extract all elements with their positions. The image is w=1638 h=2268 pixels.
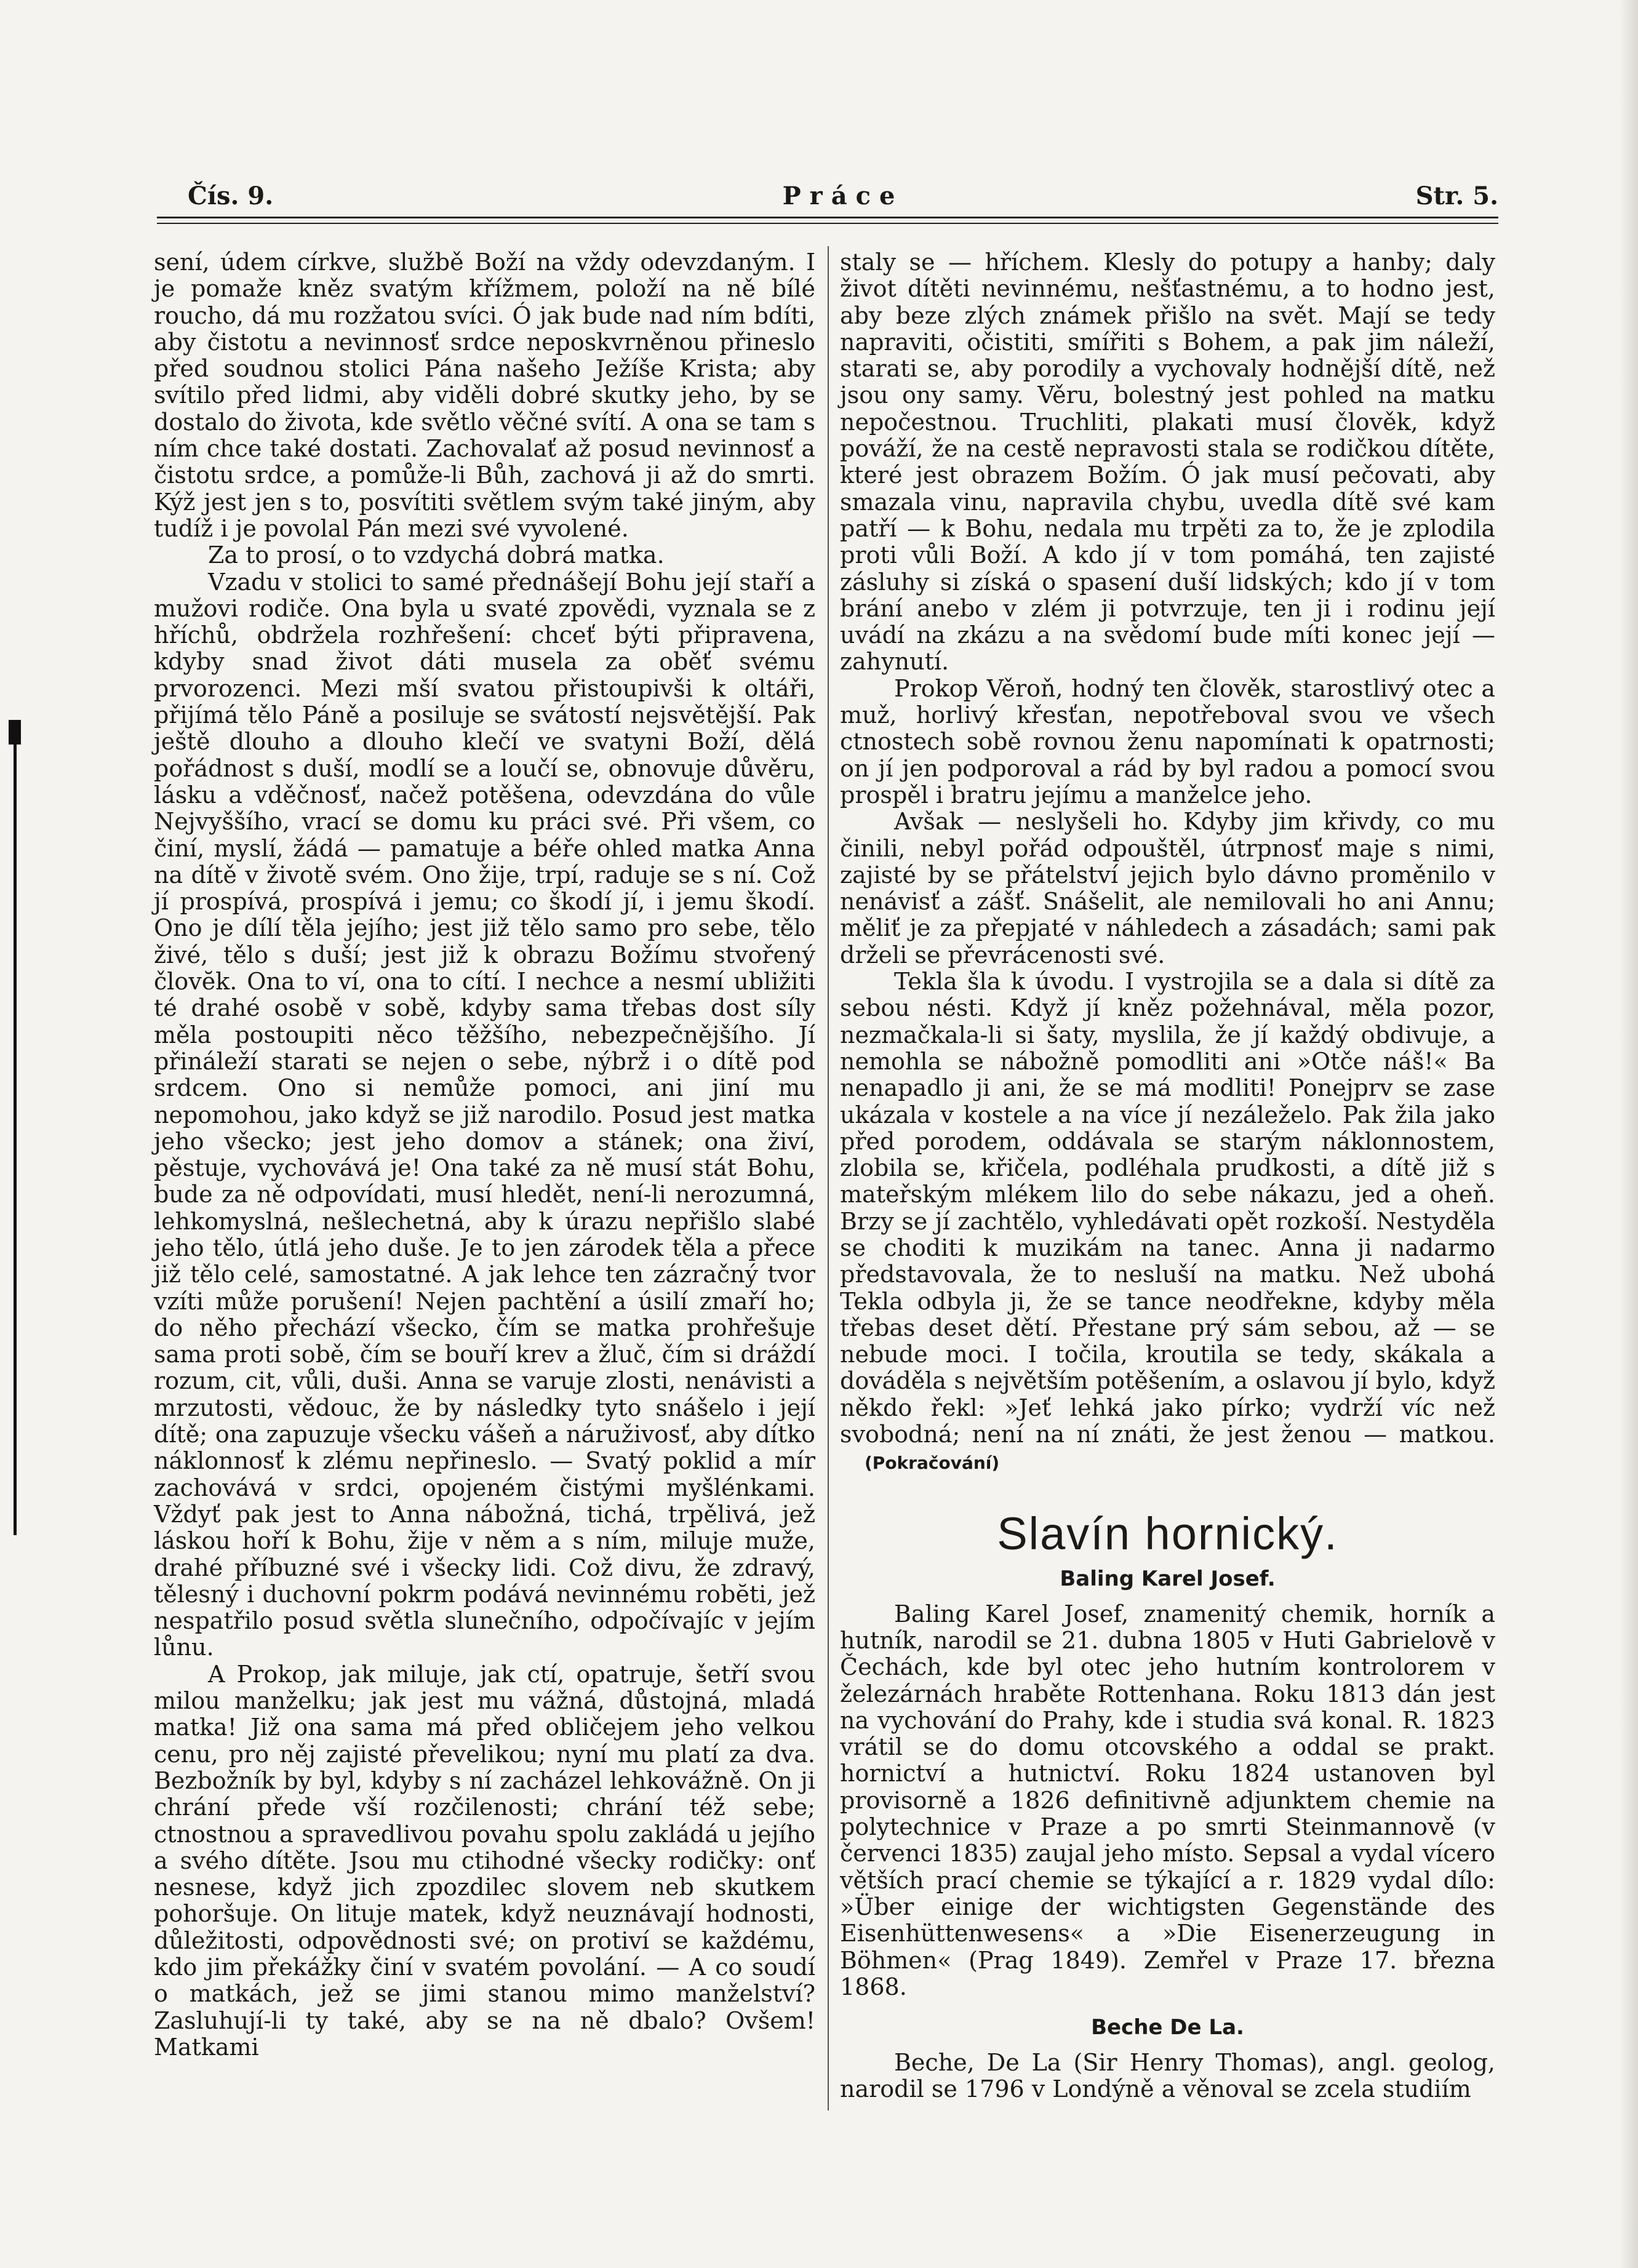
section-title: Slavín hornický. [997, 1507, 1338, 1559]
paragraph-text: Tekla šla k úvodu. I vystrojila se a dala si dítě za sebou nésti. Když jí kněz požehnával, měla pozor, nezmačkala-li si šaty, myslila, že jí každý obdivuje, a nemohla se nábožně pomodliti ani »Otče náš!« Ba nenapadlo ji ani, že se má modliti! Ponejprv se zase ukázala v kostele a na více jí nezáleželo. Pak žila jako před porodem, oddávala se starým náklonnostem, zlobila se, křičela, podléhala prudkosti, a dítě již s mateřským mlékem lilo do sebe nákazu, jed a oheň. Brzy se jí zachtělo, vyhledávati opět rozkoší. Nestyděla se choditi k muzikám na tanec. Anna ji nadarmo představovala, že to nesluší na matku. Než ubohá Tekla odbyla ji, že se tance neodřekne, kdyby měla třebas deset dětí. Přestane prý sám sebou, až — se nebude moci. I točila, kroutila se tedy, skákala a dováděla s největším potěšením, a oslavou jí bylo, když někdo řekl: »Jeť lehká jako pírko; vydrží víc než svobodná; není na ní znáti, že jest ženou — matkou. [840, 968, 1495, 1448]
entry-heading: Beche De La. [1091, 2015, 1244, 2040]
newspaper-title: Práce [782, 182, 904, 210]
paragraph: Prokop Věroň, hodný ten člověk, starostlivý otec a muž, horlivý křesťan, nepotřeboval svou ve všech ctnostech sobě rovnou ženu napomínati k opatrnosti; on jí jen podporoval a rád by byl radou a pomocí svou prospěl i bratru jejímu a manželce jeho. [840, 674, 1495, 809]
header-rule-bottom [157, 223, 1498, 224]
margin-bracket-mark [14, 723, 17, 1535]
paragraph [840, 968, 1495, 1477]
entry-text: Beche, De La (Sir Henry Thomas), angl. geolog, narodil se 1796 v Londýně a věnoval se zcela studiím [840, 2049, 1495, 2103]
paragraph: staly se — hříchem. Klesly do potupy a hanby; daly život dítěti nevinnému, nešťastnému, a to hodno jest, aby beze zlých známek přišlo na svět. Mají se tedy napraviti, očistiti, smířiti s Bohem, a pak jim náleží, starati se, aby porodily a vychovaly hodnější dítě, než jsou ony samy. Věru, bolestný jest pohled na matku nepočestnou. Truchliti, plakati musí člověk, když pováží, že na cestě nepravosti stala se rodičkou dítěte, které jest obrazem Božím. Ó jak musí pečovati, aby smazala vinu, napravila chybu, uvedla dítě své kam patří — k Bohu, nedala mu trpěti za to, že je zplodila proti vůli Boží. A kdo jí v tom pomáhá, ten zajisté zásluhy si získá o spasení duší lidských; kdo jí v tom brání anebo v zlém ji potvrzuje, ten ji i rodinu její uvádí na zkázu a na svědomí bude míti konec její — zahynutí. [840, 249, 1495, 676]
left-column [154, 249, 815, 2061]
column-divider [828, 246, 829, 2110]
continued-note: (Pokračování) [865, 1453, 1000, 1474]
paragraph: Avšak — neslyšeli ho. Kdyby jim křivdy, co mu činili, nebyl pořád odpouštěl, útrpnosť maje s nimi, zajisté by se přátelství jejich bylo dávno proměnilo v nenávisť a zášť. Snášelit, ale nemilovali ho ani Annu; měliť je za přepjaté v náhledech a zásadách; sami pak drželi se převrácenosti své. [840, 808, 1495, 968]
issue-number: Čís. 9. [188, 182, 274, 210]
page-edge-shadow [1620, 0, 1638, 2268]
page-header [188, 182, 1498, 218]
right-column [840, 249, 1495, 2103]
entry-heading: Baling Karel Josef. [1060, 1566, 1276, 1591]
paragraph: sení, údem církve, službě Boží na vždy odevzdaným. I je pomaže kněz svatým křížmem, položí na ně bílé roucho, dá mu rozžatou svíci. Ó jak bude nad ním bdíti, aby čistotu a nevinnosť srdce neposkvrněnou přineslo před soudnou stolici Pána našeho Ježíše Krista; aby svítilo před lidmi, aby viděli dobré skutky jeho, by se dostalo do života, kde světlo věčné svítí. A ona se tam s ním chce také dostati. Zachovalať až posud nevinnosť a čistotu srdce, a pomůže-li Bůh, zachová ji až do smrti. Kýž jest jen s to, posvítiti světlem svým také jiným, aby tudíž i je povolal Pán mezi své vyvolené. [154, 249, 815, 542]
paragraph: A Prokop, jak miluje, jak ctí, opatruje, šetří svou milou manželku; jak jest mu vážná, důstojná, mladá matka! Již ona sama má před obličejem jeho velkou cenu, pro něj zajisté převelikou; nyní mu platí za dva. Bezbožník by byl, kdyby s ní zacházel lehkovážně. On ji chrání přede vší rozčilenosti; chrání též sebe; ctnostnou a spravedlivou povahu spolu zakládá u jejího a svého dítěte. Jsou mu ctihodné všecky rodičky: onť nesnese, když jich zpozdilec slovem neb skutkem pohoršuje. On lituje matek, když neuznávají hodnosti, důležitosti, odpovědnosti své; on protiví se každému, kdo jim překážky činí v svatém povolání. — A co soudí o matkách, jež se jimi stanou mimo manželství? Zasluhují-li ty také, aby se na ně dbalo? Ovšem! Matkami [154, 1660, 815, 2061]
header-rule-top [157, 217, 1498, 218]
page-number: Str. 5. [1415, 182, 1498, 210]
margin-tick-mark [9, 720, 21, 745]
paragraph: Vzadu v stolici to samé přednášejí Bohu její staří a mužovi rodiče. Ona byla u svaté zpovědi, vyznala se z hříchů, obdržela rozhřešení: chceť býti připravena, kdyby snad život dáti musela za oběť svému prvorozenci. Mezi mší svatou přistoupivši k oltáři, přijímá tělo Páně a posiluje se svátostí nejsvětější. Pak ještě dlouho a dlouho klečí ve svatyni Boží, dělá pořádnost s duší, modlí se a loučí se, obnovuje důvěru, lásku a vděčnosť, načež potěšena, odevzdána do vůle Nejvyššího, vrací se domu ku práci své. Při všem, co činí, myslí, žádá — pamatuje a béře ohled matka Anna na dítě v životě svém. Ono žije, trpí, raduje se s ní. Což jí prospívá, prospívá i jemu; co škodí jí, i jemu škodí. Ono je dílí těla jejího; jest již tělo samo pro sebe, tělo živé, tělo s duší; jest již k obrazu Božímu stvořený človĕk. Ona to ví, ona to cítí. I nechce a nesmí ubližiti té drahé osobě v sobě, kdyby sama třebas dost síly měla postoupiti něco těžšího, nebezpečnějšího. Jí přináleží starati se nejen o sebe, nýbrž i o dítě pod srdcem. Ono si nemůže pomoci, ani jiní mu nepomohou, jako když se již narodilo. Posud jest matka jeho všecko; jest jeho domov a stánek; ona živí, pěstuje, vychovává je! Ona také za ně musí stát Bohu, bude za ně odpovídati, musí hledět, není-li nerozumná, lehkomyslná, nešlechetná, aby k úrazu nepřišlo slabé jeho tělo, útlá jeho duše. Je to jen zárodek těla a přece již tělo celé, samostatné. A jak lehce ten zázračný tvor vzíti může porušení! Nejen pachtění a úsilí zmaří ho; do něho přechází všecko, čím se matka prohřešuje sama proti sobě, čím se bouří krev a žluč, čím si dráždí rozum, cit, vůli, duši. Anna se varuje zlosti, nenávisti a mrzutosti, vědouc, že by následky tyto snášelo i její dítě; ona zapuzuje všecku vášeň a náruživosť, aby dítko náklonnosť k zlému nepřineslo. — Svatý poklid a mír zachovává v srdci, opojeném čistými myšlénkami. Vždyť pak jest to Anna nábožná, tichá, trpělivá, jež láskou hoří k Bohu, žije v něm a s ním, miluje muže, drahé příbuzné své i všecky lidi. Což divu, že zdravý, tělesný i duchovní pokrm podává nevinnému robĕti, jež nespatřilo posud světla slunečního, odpočívajíc v jejím lůnu. [154, 568, 815, 1661]
entry-text: Baling Karel Josef, znamenitý chemik, horník a hutník, narodil se 21. dubna 1805 v Huti Gabrielově v Čechách, kde byl otec jeho hutním kontrolorem v železárnách hraběte Rottenhana. Roku 1813 dán jest na vychování do Prahy, kde i studia svá konal. R. 1823 vrátil se do domu otcovského a oddal se prakt. hornictví a hutnictví. Roku 1824 ustanoven byl provisorně a 1826 definitivně adjunktem chemie na polytechnice v Praze a po smrti Steinmannově (v červenci 1835) zaujal jeho místo. Sepsal a vydal vícero větších prací chemie se týkající a r. 1829 vydal dílo: »Über einige der wichtigsten Gegenstände des Eisenhüttenwesens« a »Die Eisenerzeugung in Böhmen« (Prag 1849). Zemřel v Praze 17. března 1868. [840, 1600, 1495, 2000]
paragraph: Za to prosí, o to vzdychá dobrá matka. [208, 541, 665, 569]
